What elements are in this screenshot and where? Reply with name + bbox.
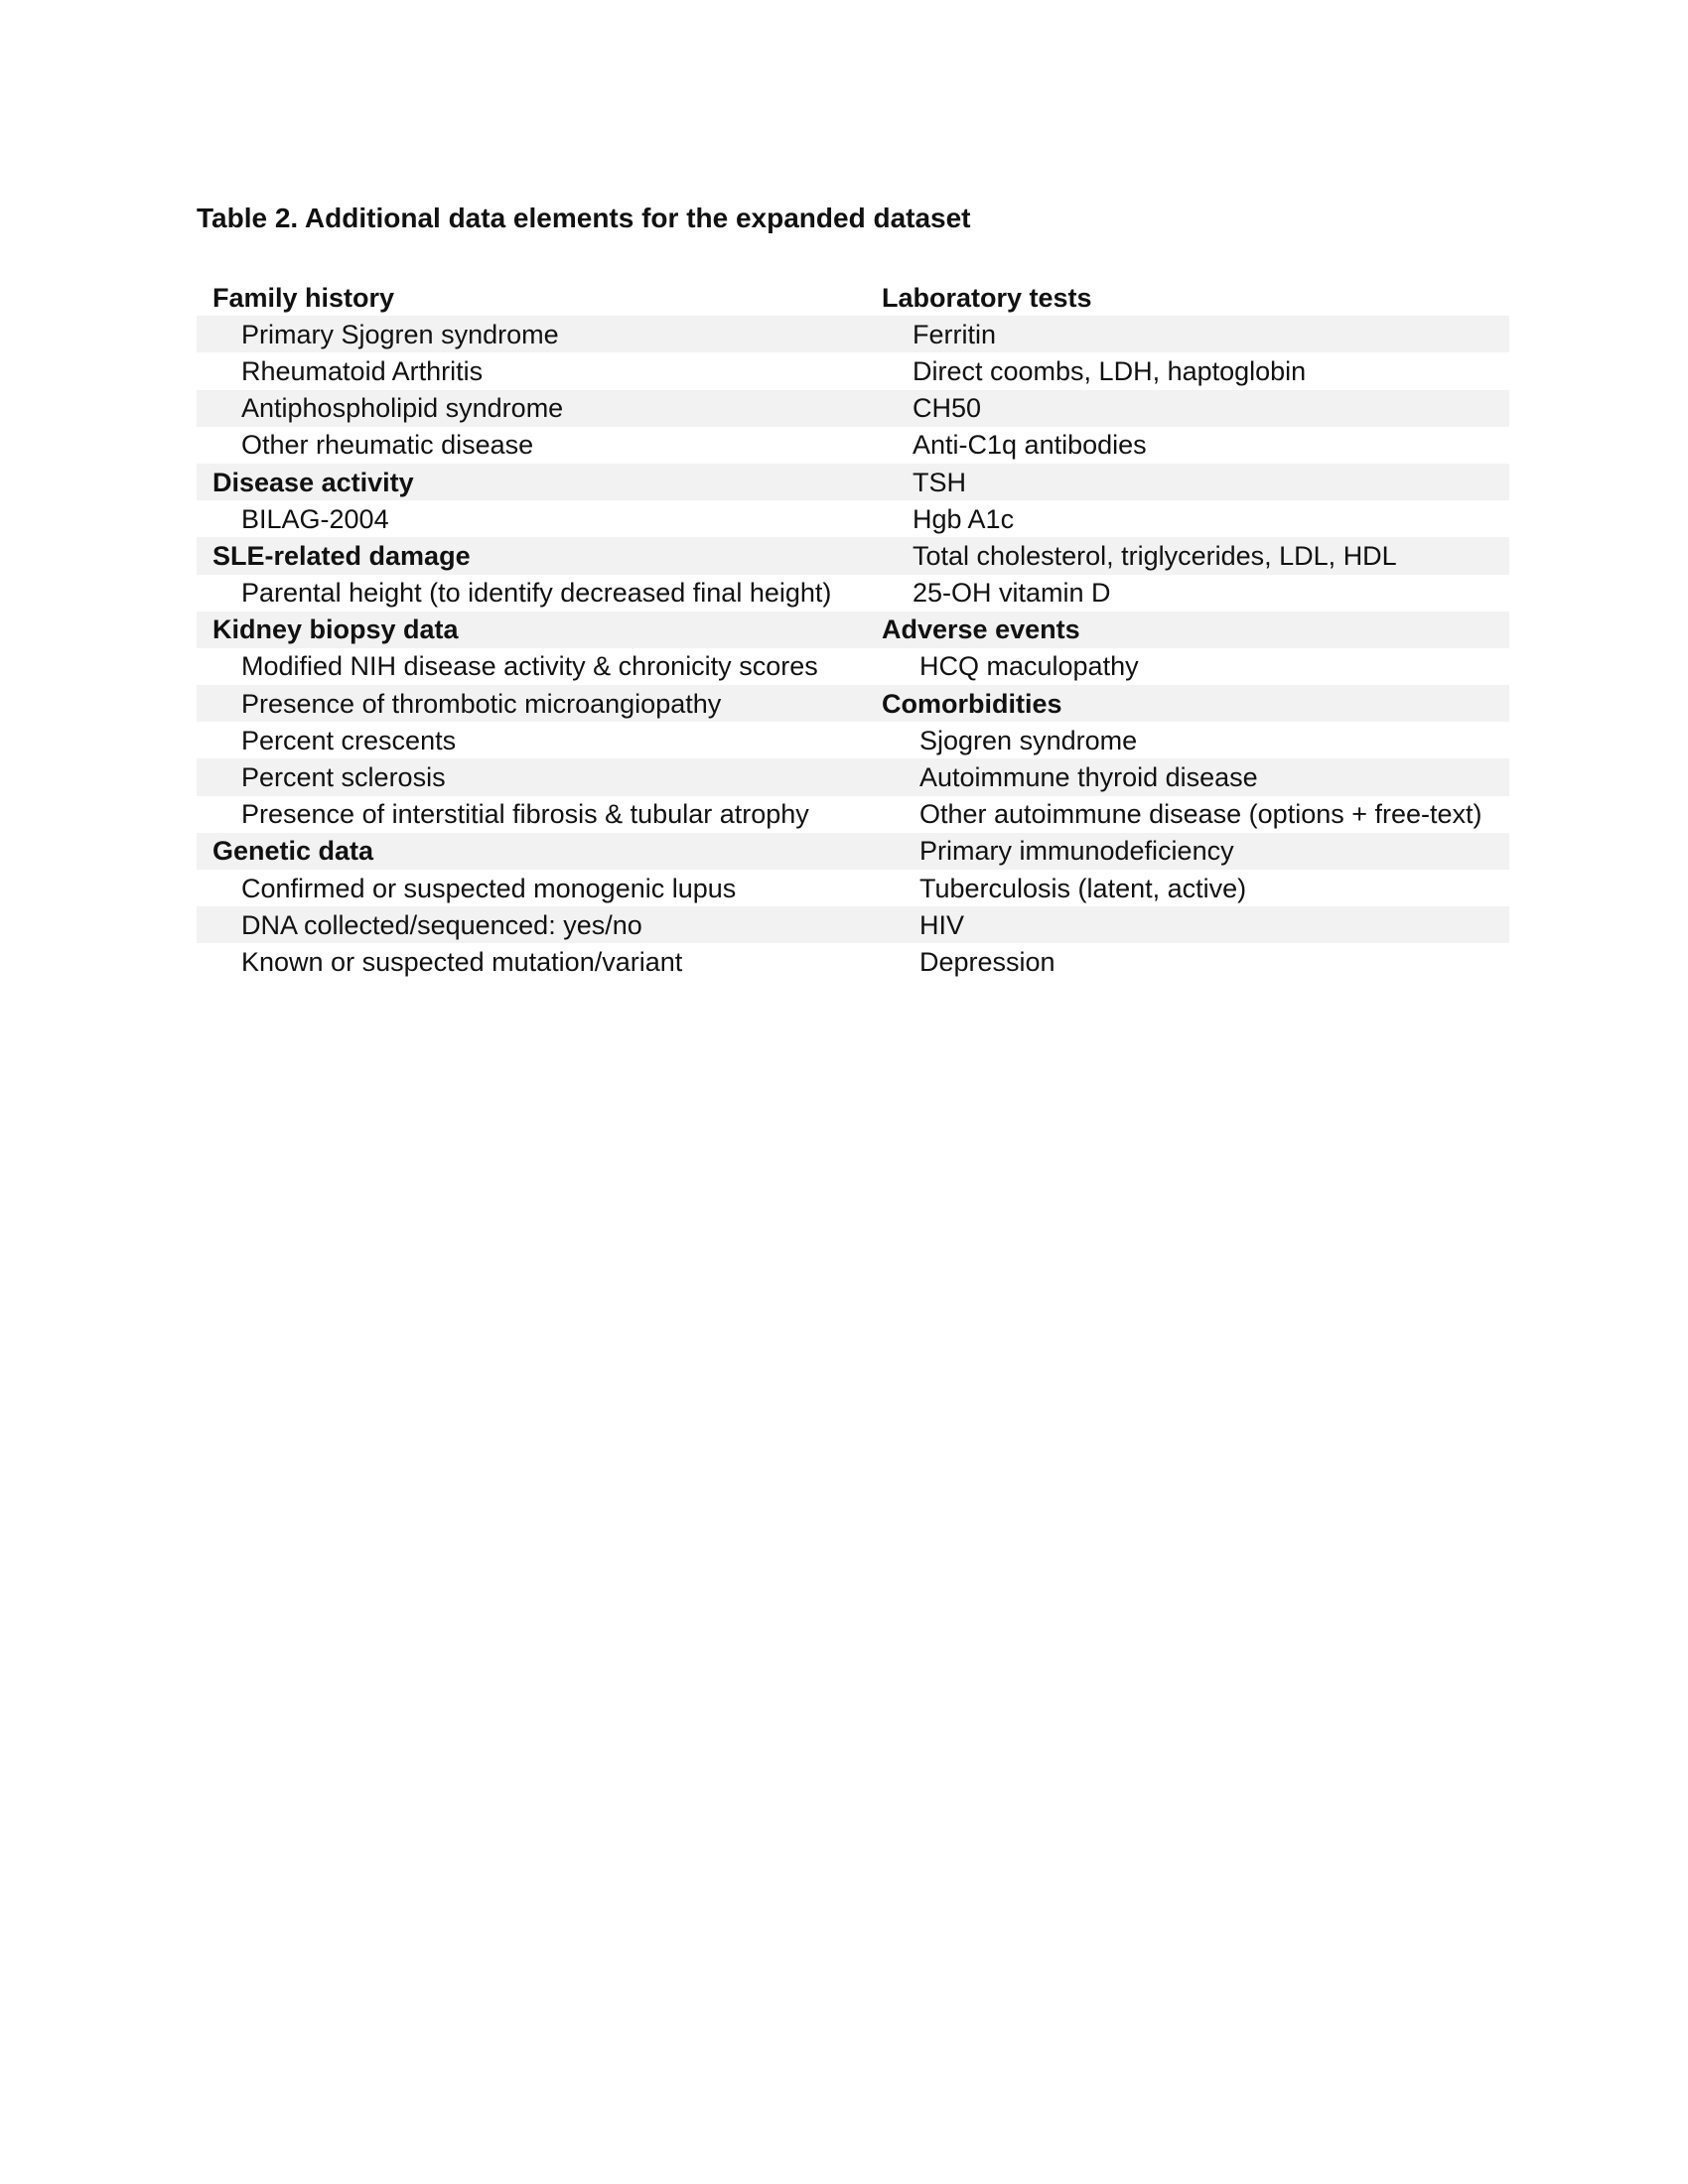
page-title: Table 2. Additional data elements for the expanded dataset xyxy=(197,203,971,233)
section-header: Disease activity xyxy=(212,467,414,497)
data-element-item: Ferritin xyxy=(913,319,997,349)
data-element-item: Hgb A1c xyxy=(913,503,1015,534)
data-elements-table xyxy=(197,279,1509,981)
section-header: Adverse events xyxy=(882,614,1080,645)
data-element-item: BILAG-2004 xyxy=(241,503,389,534)
data-element-item: Parental height (to identify decreased final height) xyxy=(241,578,832,609)
table-row xyxy=(197,279,1509,316)
data-element-item: Presence of thrombotic microangiopathy xyxy=(241,688,722,719)
data-element-item: Sjogren syndrome xyxy=(919,725,1138,755)
data-element-item: Depression xyxy=(919,946,1055,977)
table-row xyxy=(197,464,1509,500)
data-element-item: Direct coombs, LDH, haptoglobin xyxy=(913,355,1307,386)
data-element-item: Other autoimmune disease (options + free-text) xyxy=(919,799,1482,830)
data-element-item: Total cholesterol, triglycerides, LDL, HDL xyxy=(913,540,1397,571)
table-row xyxy=(197,796,1509,833)
table-row xyxy=(197,390,1509,427)
section-header: Comorbidities xyxy=(882,688,1062,719)
data-element-item: Known or suspected mutation/variant xyxy=(241,946,683,977)
data-element-item: Percent sclerosis xyxy=(241,762,446,793)
data-element-item: Rheumatoid Arthritis xyxy=(241,355,484,386)
section-header: Kidney biopsy data xyxy=(212,614,459,645)
table-row xyxy=(197,870,1509,906)
table-row xyxy=(197,316,1509,352)
table-row xyxy=(197,575,1509,612)
table-row xyxy=(197,352,1509,389)
section-header: Genetic data xyxy=(212,836,374,867)
data-element-item: Confirmed or suspected monogenic lupus xyxy=(241,873,737,903)
data-element-item: 25-OH vitamin D xyxy=(913,578,1111,609)
table-body xyxy=(197,279,1509,981)
data-element-item: HIV xyxy=(919,909,965,940)
section-header: SLE-related damage xyxy=(212,540,471,571)
table-row xyxy=(197,427,1509,464)
data-element-item: Modified NIH disease activity & chronicity scores xyxy=(241,651,818,682)
data-element-item: TSH xyxy=(913,467,966,497)
table-row xyxy=(197,758,1509,795)
table-row xyxy=(197,906,1509,943)
data-element-item: Tuberculosis (latent, active) xyxy=(919,873,1247,903)
data-element-item: Primary immunodeficiency xyxy=(919,836,1234,867)
data-element-item: Primary Sjogren syndrome xyxy=(241,319,559,349)
table-row xyxy=(197,685,1509,722)
data-element-item: Antiphospholipid syndrome xyxy=(241,393,564,424)
section-header: Family history xyxy=(212,282,395,313)
data-element-item: Presence of interstitial fibrosis & tubular atrophy xyxy=(241,799,809,830)
data-element-item: Anti-C1q antibodies xyxy=(913,430,1147,461)
table-row xyxy=(197,648,1509,685)
data-element-item: Autoimmune thyroid disease xyxy=(919,762,1258,793)
table-row xyxy=(197,612,1509,648)
data-element-item: Other rheumatic disease xyxy=(241,430,534,461)
table-row xyxy=(197,537,1509,574)
data-element-item: HCQ maculopathy xyxy=(919,651,1139,682)
data-element-item: Percent crescents xyxy=(241,725,457,755)
section-header: Laboratory tests xyxy=(882,282,1092,313)
table-row xyxy=(197,833,1509,870)
data-element-item: DNA collected/sequenced: yes/no xyxy=(241,909,642,940)
table-row xyxy=(197,500,1509,537)
table-row xyxy=(197,943,1509,980)
table-row xyxy=(197,722,1509,758)
data-element-item: CH50 xyxy=(913,393,982,424)
